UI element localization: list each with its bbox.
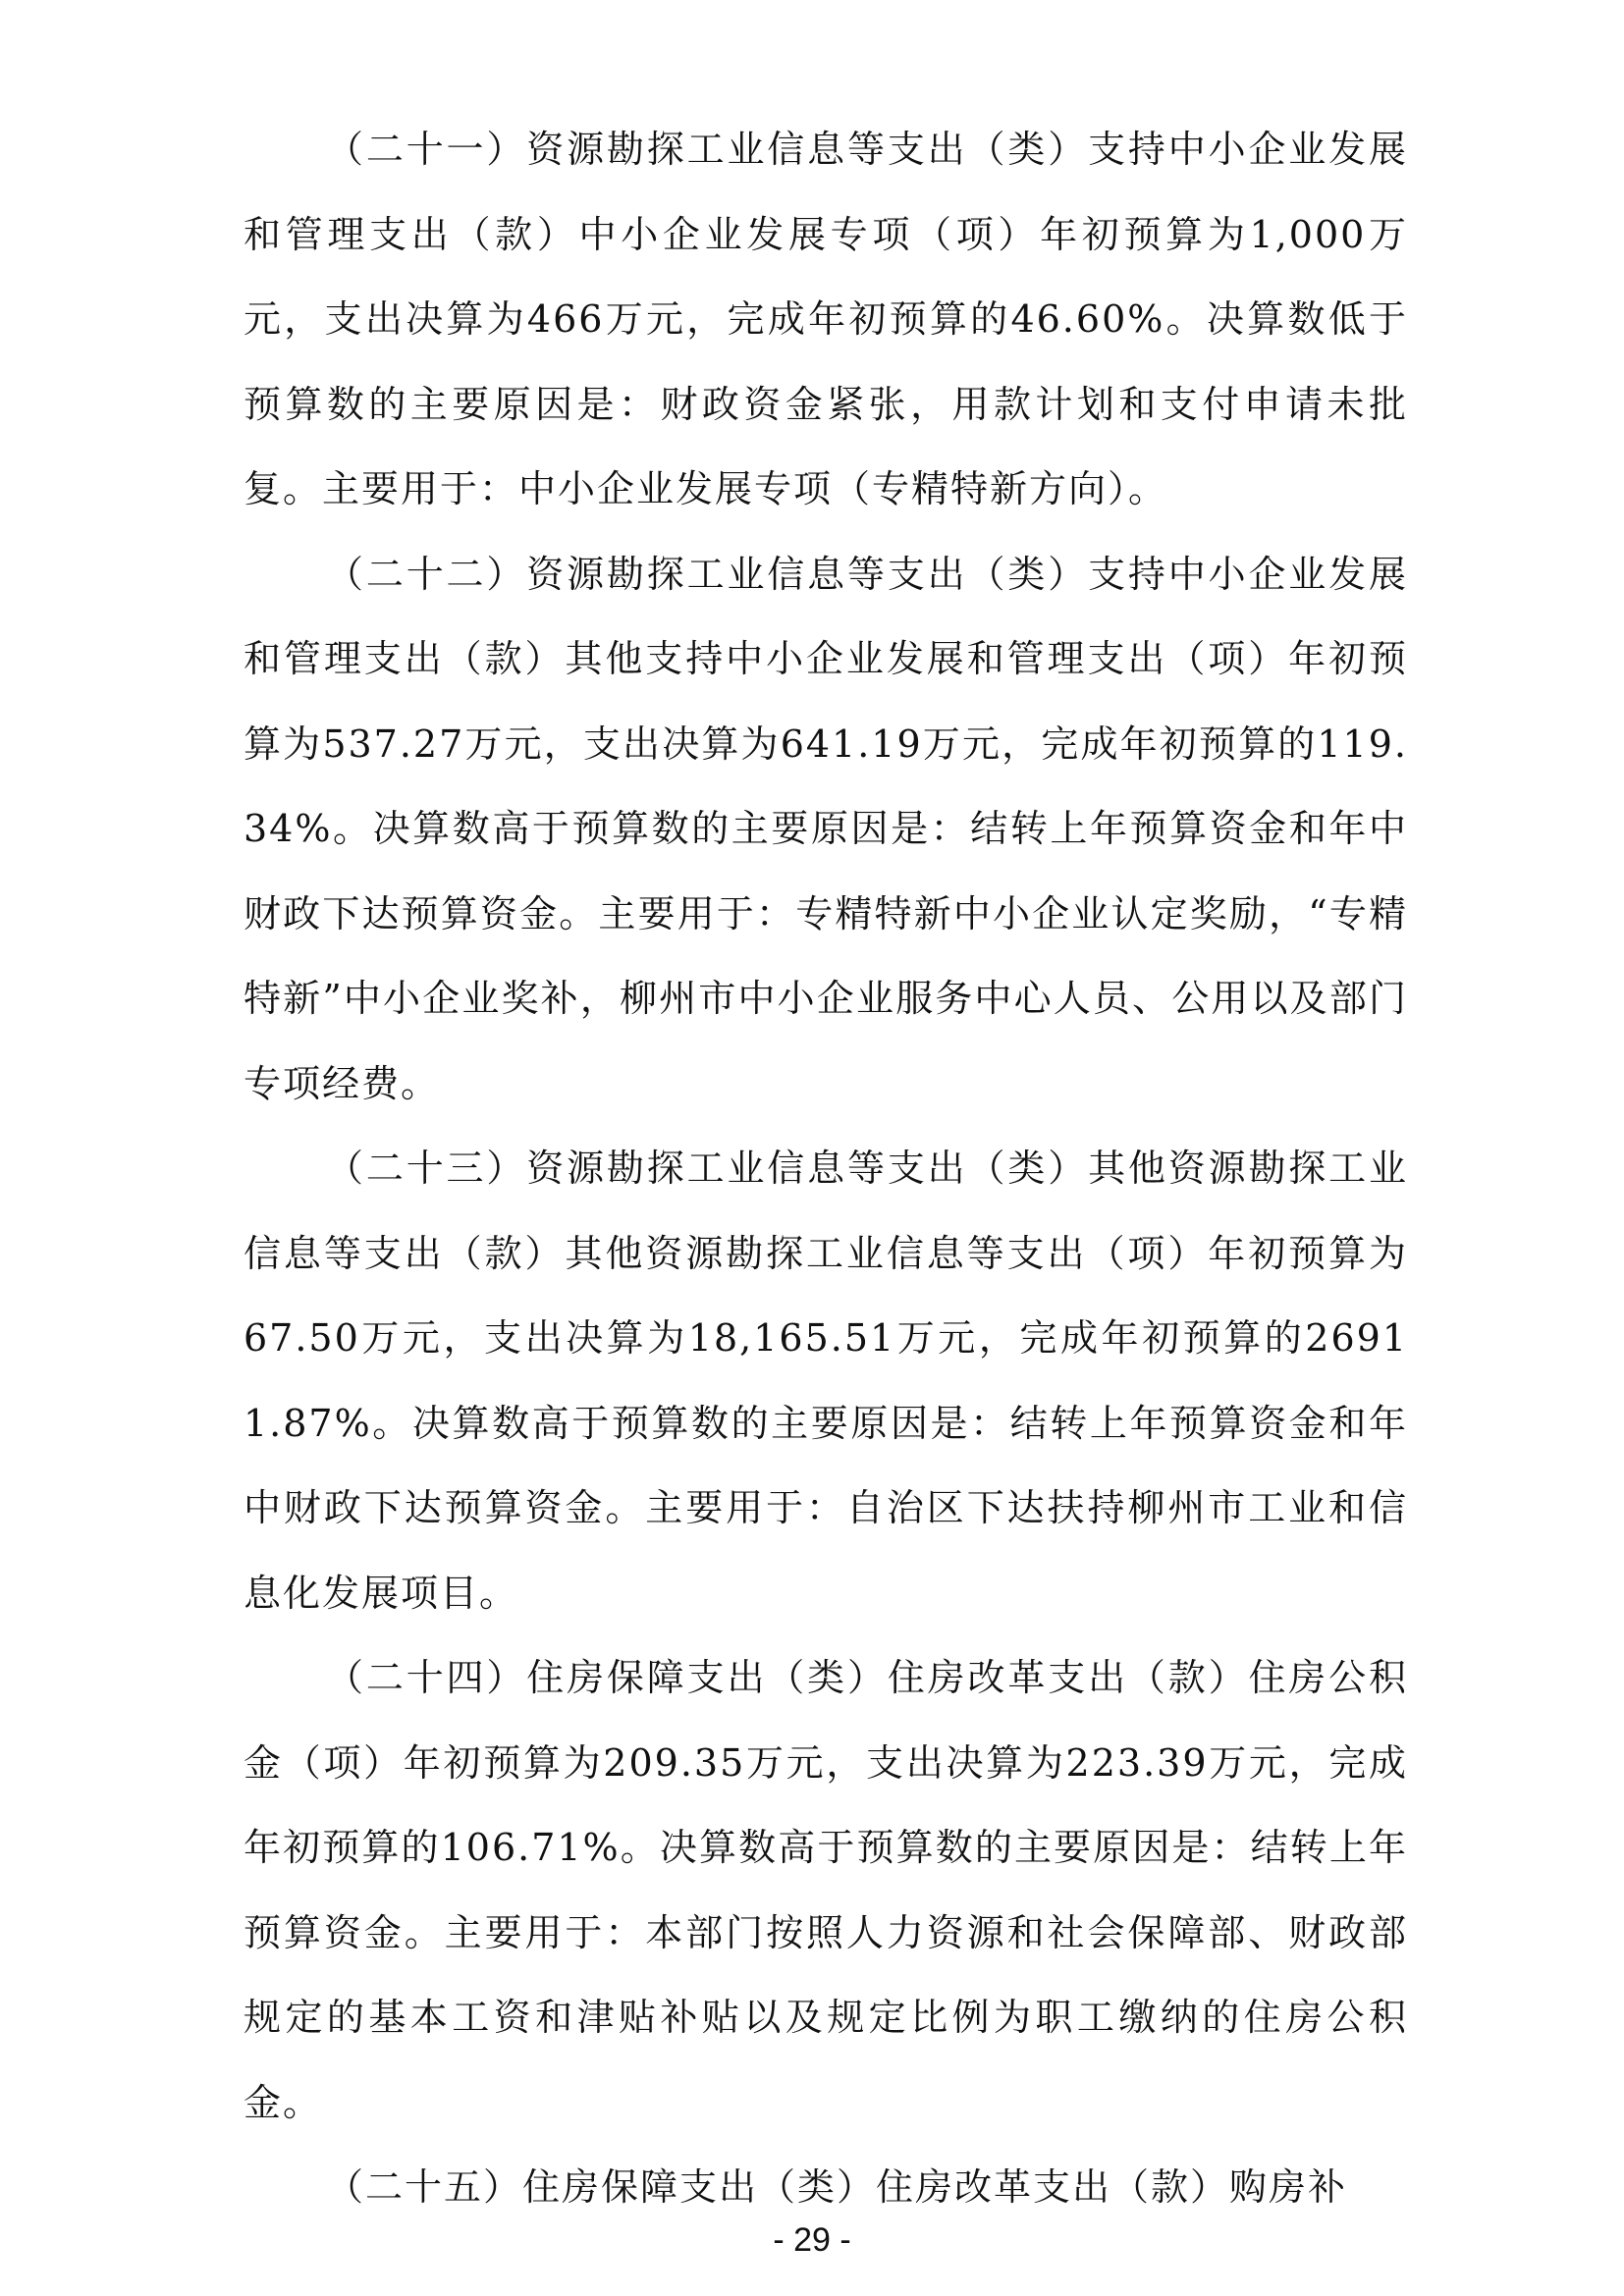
paragraph-22: （二十二）资源勘探工业信息等支出（类）支持中小企业发展和管理支出（款）其他支持中小企业发展和管理支出（项）年初预算为537.27万元，支出决算为641.19万元，完成年初预算的119.34%。决算数高于预算数的主要原因是：结转上年预算资金和年中财政下达预算资金。主要用于：专精特新中小企业认定奖励，“专精特新”中小企业奖补，柳州市中小企业服务中心人员、公用以及部门专项经费。 xyxy=(244,552,1408,1105)
paragraph-21: （二十一）资源勘探工业信息等支出（类）支持中小企业发展和管理支出（款）中小企业发展专项（项）年初预算为1,000万元，支出决算为466万元，完成年初预算的46.60%。决算数低于预算数的主要原因是：财政资金紧张，用款计划和支付申请未批复。主要用于：中小企业发展专项（专精特新方向）。 xyxy=(244,128,1408,510)
page-number: - 29 - xyxy=(773,2221,851,2259)
paragraph-25: （二十五）住房保障支出（类）住房改革支出（款）购房补 xyxy=(326,2165,1348,2209)
paragraph-23: （二十三）资源勘探工业信息等支出（类）其他资源勘探工业信息等支出（款）其他资源勘探工业信息等支出（项）年初预算为67.50万元，支出决算为18,165.51万元，完成年初预算的26911.87%。决算数高于预算数的主要原因是：结转上年预算资金和年中财政下达预算资金。主要用于：自治区下达扶持柳州市工业和信息化发展项目。 xyxy=(244,1147,1408,1615)
paragraph-24: （二十四）住房保障支出（类）住房改革支出（款）住房公积金（项）年初预算为209.35万元，支出决算为223.39万元，完成年初预算的106.71%。决算数高于预算数的主要原因是：结转上年预算资金。主要用于：本部门按照人力资源和社会保障部、财政部规定的基本工资和津贴补贴以及规定比例为职工缴纳的住房公积金。 xyxy=(244,1656,1408,2124)
document-body xyxy=(244,107,1408,2230)
